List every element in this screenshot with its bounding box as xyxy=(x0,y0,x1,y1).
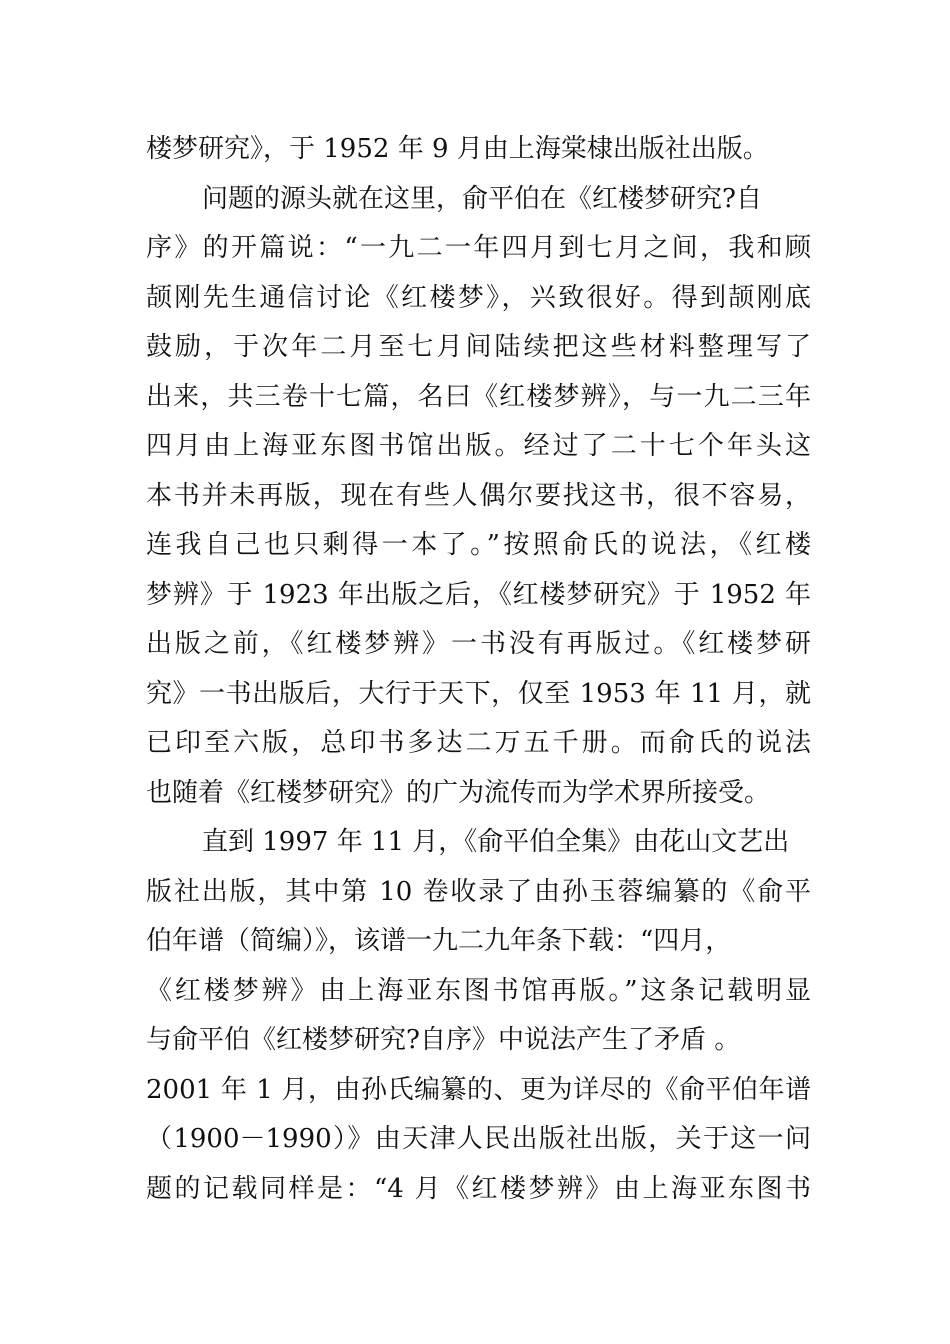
text-line: 题的记载同样是：“4 月《红楼梦辨》由上海亚东图书 xyxy=(146,1173,811,1204)
text-line: 梦辨》于 1923 年出版之后，《红楼梦研究》于 1952 年 xyxy=(146,579,811,610)
text-line: （1900－1990）》由天津人民出版社出版，关于这一问 xyxy=(146,1124,811,1154)
text-line: 2001 年 1 月，由孙氏编纂的、更为详尽的《俞平伯年谱 xyxy=(146,1074,811,1105)
text-line: 究》一书出版后，大行于天下，仅至 1953 年 11 月，就 xyxy=(146,678,811,709)
body-text xyxy=(146,125,811,1214)
text-line: 出来，共三卷十七篇，名曰《红楼梦辨》，与一九二三年 xyxy=(146,381,811,412)
text-line: 已印至六版，总印书多达二万五千册。而俞氏的说法 xyxy=(146,728,811,758)
text-line: 鼓励，于次年二月至七月间陆续把这些材料整理写了 xyxy=(146,332,811,362)
text-line: 与俞平伯《红楼梦研究?自序》中说法产生了矛盾 。 xyxy=(146,1025,741,1055)
text-line: 四月由上海亚东图书馆出版。经过了二十七个年头这 xyxy=(146,431,811,461)
text-line: 楼梦研究》，于 1952 年 9 月由上海棠棣出版社出版。 xyxy=(146,134,769,164)
text-line: 也随着《红楼梦研究》的广为流传而为学术界所接受。 xyxy=(146,777,771,808)
text-line: 本书并未再版，现在有些人偶尔要找这书，很不容易， xyxy=(146,480,811,511)
text-line: 颉刚先生通信讨论《红楼梦》，兴致很好。得到颉刚底 xyxy=(146,282,811,313)
text-line: 版社出版，其中第 10 卷收录了由孙玉蓉编纂的《俞平 xyxy=(146,876,811,907)
text-line: 伯年谱（简编）》，该谱一九二九年条下载：“四月， xyxy=(146,926,732,956)
text-line: 出版之前，《红楼梦辨》一书没有再版过。《红楼梦研 xyxy=(146,629,811,659)
text-line: 《红楼梦辨》由上海亚东图书馆再版。”这条记载明显 xyxy=(146,975,811,1006)
paragraph-start-line: 直到 1997 年 11 月，《俞平伯全集》由花山文艺出 xyxy=(202,827,790,857)
paragraph-start-line: 问题的源头就在这里，俞平伯在《红楼梦研究?自 xyxy=(202,183,762,214)
text-line: 连我自己也只剩得一本了。”按照俞氏的说法，《红楼 xyxy=(146,530,811,560)
text-line: 序》的开篇说：“一九二一年四月到七月之间，我和顾 xyxy=(146,233,811,263)
